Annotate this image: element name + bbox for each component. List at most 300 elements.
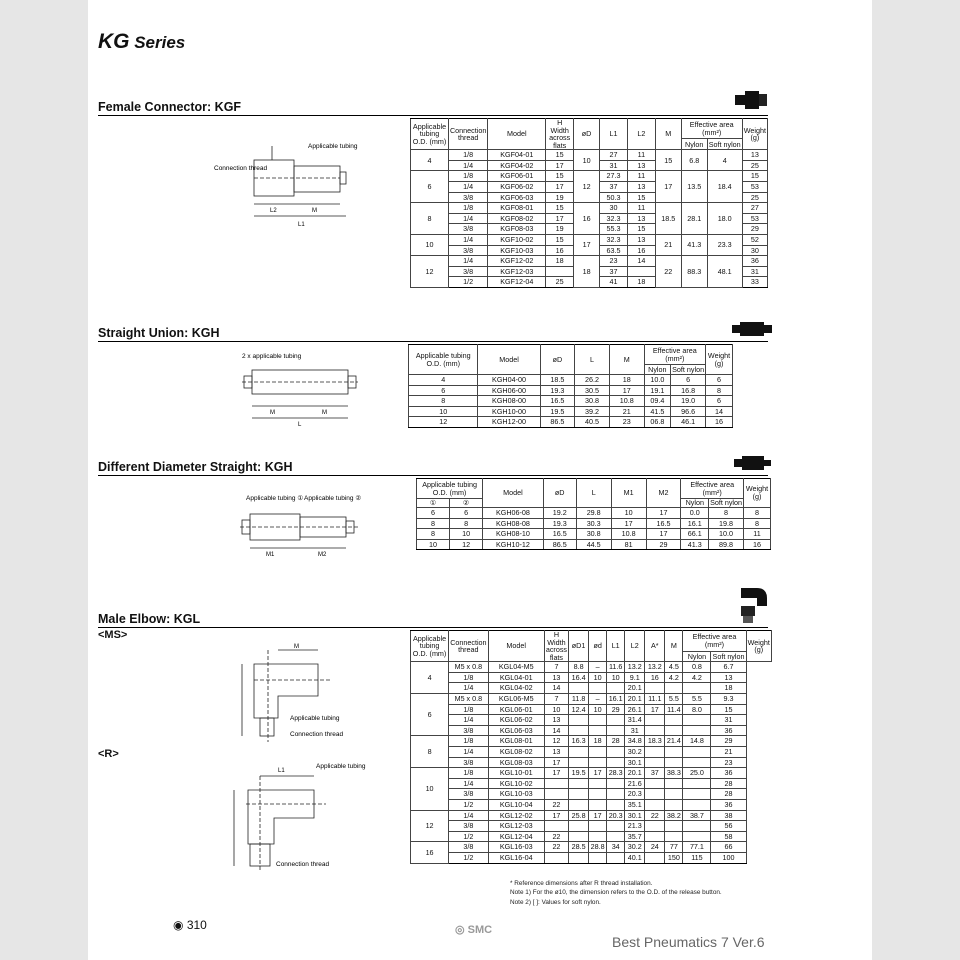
col-model: Model (483, 479, 544, 508)
svg-text:M: M (312, 208, 317, 214)
table-cell (645, 757, 665, 768)
table-row (411, 799, 772, 810)
table-cell: 6 (671, 375, 706, 386)
table-cell: 11 (744, 529, 771, 540)
table-cell (589, 683, 607, 694)
table-cell (645, 821, 665, 832)
table-cell (589, 725, 607, 736)
section-title-kgf: Female Connector: KGF (98, 100, 242, 114)
table-cell: KGH04-00 (478, 375, 540, 386)
table-cell: 10 (607, 672, 625, 683)
table-cell: 3/8 (448, 245, 487, 256)
table-cell: 10 (589, 704, 607, 715)
col-weight: Weight (g) (742, 119, 767, 150)
table-cell: 27.3 (600, 171, 628, 182)
table-cell: KGH12-00 (478, 417, 540, 428)
table-cell: 16.4 (569, 672, 589, 683)
table-cell: 5.5 (665, 694, 683, 705)
table-cell: KGF08-02 (488, 213, 546, 224)
table-cell: 12 (574, 171, 600, 203)
kgl-r-dimension-drawing (218, 760, 366, 872)
table-cell: 46.1 (671, 417, 706, 428)
col-area-soft: Soft nylon (672, 364, 705, 374)
table-cell: 8 (744, 518, 771, 529)
table-cell: 18.5 (655, 203, 681, 235)
table-cell: 1/4 (449, 683, 489, 694)
col-thread: Connection thread (448, 119, 487, 150)
table-cell: 21 (655, 235, 681, 256)
table-cell: 27 (742, 203, 767, 214)
table-row (411, 736, 772, 747)
table-cell: 96.6 (671, 406, 706, 417)
table-cell (607, 725, 625, 736)
table-cell: 10.8 (611, 529, 646, 540)
table-cell: 18.4 (707, 171, 742, 203)
table-cell (645, 852, 665, 863)
table-cell: 30.2 (625, 842, 645, 853)
table-cell: 22 (544, 842, 568, 853)
table-cell (589, 799, 607, 810)
table-cell: 86.5 (543, 539, 576, 550)
table-cell: 7 (544, 694, 568, 705)
col-area-soft: Soft nylon (712, 651, 745, 661)
table-cell: 36 (711, 799, 746, 810)
table-cell: 11.1 (645, 694, 665, 705)
table-cell (665, 715, 683, 726)
col-model: Model (488, 631, 544, 662)
table-cell: 0.0 (681, 508, 709, 519)
col-a: A* (645, 631, 665, 662)
table-cell: KGF06-01 (488, 171, 546, 182)
table-cell: 10 (574, 150, 600, 171)
kgh-spec-table (408, 344, 733, 428)
table-cell: 8 (411, 736, 449, 768)
table-cell: 1/8 (449, 672, 489, 683)
table-cell: 17 (546, 182, 574, 193)
table-cell: 15 (546, 171, 574, 182)
table-cell (683, 799, 711, 810)
table-cell: 15 (711, 704, 746, 715)
table-cell: 77.1 (683, 842, 711, 853)
table-row (411, 694, 772, 705)
table-cell: 20.1 (625, 694, 645, 705)
page-number: ◉ 310 (173, 918, 207, 932)
table-cell: 13 (742, 150, 767, 161)
table-cell: KGH08-00 (478, 396, 540, 407)
reducer-union-icon (733, 455, 773, 471)
table-cell: 6 (411, 694, 449, 736)
col-l2: L2 (627, 119, 655, 150)
section-title-kgl: Male Elbow: KGL (98, 612, 201, 626)
table-cell: KGF04-01 (488, 150, 546, 161)
table-cell: M5 x 0.8 (449, 694, 489, 705)
table-cell: 15 (627, 192, 655, 203)
table-cell: 28.8 (589, 842, 607, 853)
col-od: øD (543, 479, 576, 508)
table-cell: 58 (711, 831, 746, 842)
table-cell: 10 (450, 529, 483, 540)
col-weight: Weight (g) (746, 631, 771, 662)
table-cell: 16 (744, 539, 771, 550)
col-l: L (575, 345, 610, 375)
table-cell: 26.2 (575, 375, 610, 386)
section-title-kgh-diff: Different Diameter Straight: KGH (98, 460, 293, 474)
table-cell (607, 757, 625, 768)
table-cell: 16.1 (607, 694, 625, 705)
table-row (411, 715, 772, 726)
table-cell (569, 725, 589, 736)
table-cell: 18 (589, 736, 607, 747)
footer-brand: Best Pneumatics 7 Ver.6 (612, 934, 765, 950)
table-cell: 10 (589, 672, 607, 683)
col-area: Effective area (mm²) (644, 345, 706, 365)
table-cell (683, 789, 711, 800)
col-od: øD (574, 119, 600, 150)
col-area-nylon: Nylon (681, 499, 709, 508)
table-cell (589, 821, 607, 832)
table-cell: 30.1 (625, 757, 645, 768)
table-cell: 13.5 (681, 171, 707, 203)
svg-text:M: M (270, 410, 275, 416)
note-line: Note 1) For the ø10, the dimension refers to the O.D. of the release button. (510, 889, 722, 897)
table-row (411, 747, 772, 758)
table-cell: 31.4 (625, 715, 645, 726)
table-cell: 66 (711, 842, 746, 853)
table-row (409, 375, 733, 386)
sub-label-ms: <MS> (98, 629, 128, 641)
table-cell: 8 (417, 529, 450, 540)
table-cell (645, 683, 665, 694)
table-cell: KGH06-08 (483, 508, 544, 519)
table-cell: 16.5 (543, 529, 576, 540)
table-cell: 1/4 (449, 810, 489, 821)
svg-text:M: M (294, 644, 299, 650)
table-cell: 16 (645, 672, 665, 683)
svg-text:L2: L2 (270, 208, 277, 214)
table-cell: 4 (411, 662, 449, 694)
table-cell: 36 (742, 256, 767, 267)
table-cell (665, 747, 683, 758)
table-cell: KGL12-04 (488, 831, 544, 842)
table-cell: KGL10-02 (488, 778, 544, 789)
table-cell: 41.3 (681, 539, 709, 550)
table-cell (569, 821, 589, 832)
table-cell: 8.0 (683, 704, 711, 715)
table-row (411, 235, 768, 246)
table-cell: 7 (544, 662, 568, 673)
table-cell: 21.6 (625, 778, 645, 789)
table-row (411, 725, 772, 736)
table-cell (569, 757, 589, 768)
col-tubing-1: ① (417, 499, 450, 508)
table-cell (589, 831, 607, 842)
table-cell: 14 (627, 256, 655, 267)
table-cell: 29.8 (576, 508, 611, 519)
table-row (411, 171, 768, 182)
table-cell (607, 799, 625, 810)
table-cell: 32.3 (600, 235, 628, 246)
table-cell: 36 (711, 725, 746, 736)
table-cell: 23.3 (707, 235, 742, 256)
kgl-r-label-tubing: Applicable tubing (316, 763, 366, 770)
table-cell: 25 (742, 160, 767, 171)
table-cell: 77 (665, 842, 683, 853)
kgh-diff-label-tubing2: Applicable tubing ② (304, 495, 362, 502)
table-cell: KGL08-01 (488, 736, 544, 747)
male-elbow-icon (737, 580, 771, 624)
table-cell: 52 (742, 235, 767, 246)
table-cell: 40.5 (575, 417, 610, 428)
table-row (411, 683, 772, 694)
table-cell: 32.3 (600, 213, 628, 224)
table-cell: 48.1 (707, 256, 742, 288)
table-cell: 14 (706, 406, 733, 417)
table-cell: 37 (600, 266, 628, 277)
table-cell: 1/4 (448, 256, 487, 267)
table-cell: 34 (607, 842, 625, 853)
col-area: Effective area (mm²) (681, 479, 744, 499)
table-cell: 8.8 (569, 662, 589, 673)
table-cell: 12 (409, 417, 478, 428)
table-cell: 16 (706, 417, 733, 428)
table-cell: KGH10-12 (483, 539, 544, 550)
table-cell: 6 (706, 375, 733, 386)
kgh-diff-spec-table (416, 478, 771, 550)
table-cell (683, 747, 711, 758)
col-width: H Width across flats (546, 119, 574, 150)
female-connector-icon (733, 89, 769, 111)
table-cell (683, 757, 711, 768)
table-cell: KGF10-02 (488, 235, 546, 246)
table-cell: KGL10-01 (488, 768, 544, 779)
table-cell: 33 (742, 277, 767, 288)
table-cell: 17 (544, 768, 568, 779)
table-row (417, 518, 771, 529)
table-cell: 28.5 (569, 842, 589, 853)
table-cell: 9.1 (625, 672, 645, 683)
table-row (409, 396, 733, 407)
table-cell: 31 (600, 160, 628, 171)
table-cell: 38.2 (665, 810, 683, 821)
table-cell: 150 (665, 852, 683, 863)
table-cell: 17 (655, 171, 681, 203)
table-cell: 34.8 (625, 736, 645, 747)
table-row (411, 778, 772, 789)
table-cell: 15 (546, 150, 574, 161)
table-cell: KGL04-01 (488, 672, 544, 683)
table-cell: 19.8 (709, 518, 744, 529)
table-cell: KGL16-03 (488, 842, 544, 853)
col-model: Model (478, 345, 540, 375)
table-cell (645, 715, 665, 726)
table-cell: 18 (711, 683, 746, 694)
table-cell: 25 (546, 277, 574, 288)
col-tubing: Applicable tubing O.D. (mm) (417, 479, 483, 499)
table-cell: 10 (611, 508, 646, 519)
table-cell (645, 747, 665, 758)
table-cell: 4.2 (683, 672, 711, 683)
table-cell: 17 (609, 385, 644, 396)
table-row (411, 672, 772, 683)
table-cell: 41.5 (644, 406, 671, 417)
col-m: M (609, 345, 644, 375)
table-cell: 15 (546, 203, 574, 214)
table-cell: 8 (709, 508, 744, 519)
table-cell (569, 683, 589, 694)
table-cell: 17 (611, 518, 646, 529)
table-cell: 38.3 (665, 768, 683, 779)
table-cell: 1/8 (449, 704, 489, 715)
table-cell (607, 831, 625, 842)
table-cell: 1/2 (449, 799, 489, 810)
table-cell (569, 747, 589, 758)
col-m: M (655, 119, 681, 150)
table-cell: 20.3 (607, 810, 625, 821)
col-area-nylon: Nylon (683, 651, 711, 661)
table-cell: 41 (600, 277, 628, 288)
table-cell: 19.3 (540, 385, 575, 396)
table-cell: 29 (646, 539, 681, 550)
table-cell: 17 (589, 768, 607, 779)
table-cell: 19 (546, 192, 574, 203)
table-cell (607, 683, 625, 694)
table-cell: – (589, 694, 607, 705)
table-cell: 6 (409, 385, 478, 396)
table-cell: 35.1 (625, 799, 645, 810)
table-cell: 29 (742, 224, 767, 235)
table-cell: 0.8 (683, 662, 711, 673)
section-rule (98, 115, 768, 116)
table-cell: 8 (417, 518, 450, 529)
table-cell: 30.5 (575, 385, 610, 396)
svg-text:M1: M1 (266, 552, 275, 558)
table-cell: KGF12-03 (488, 266, 546, 277)
table-cell: 15 (627, 224, 655, 235)
table-row (417, 508, 771, 519)
table-cell: 12 (411, 256, 449, 288)
table-cell: KGL06-M5 (488, 694, 544, 705)
table-cell: 3/8 (449, 789, 489, 800)
table-cell: 19.5 (540, 406, 575, 417)
table-cell: 35.7 (625, 831, 645, 842)
table-cell: 14 (544, 683, 568, 694)
table-cell: 18 (627, 277, 655, 288)
table-cell (627, 266, 655, 277)
table-cell: 8 (706, 385, 733, 396)
col-weight: Weight (g) (744, 479, 771, 508)
table-cell (589, 852, 607, 863)
table-cell: 15 (655, 150, 681, 171)
table-cell: 10.0 (709, 529, 744, 540)
table-cell: 10 (409, 406, 478, 417)
table-cell: 23 (600, 256, 628, 267)
col-tubing: Applicable tubing O.D. (mm) (409, 345, 478, 375)
table-cell: 44.5 (576, 539, 611, 550)
col-od1: øD1 (569, 631, 589, 662)
table-cell: 18.5 (540, 375, 575, 386)
table-cell (546, 266, 574, 277)
table-cell: 17 (646, 529, 681, 540)
table-cell: 13 (711, 672, 746, 683)
table-cell: 21.3 (625, 821, 645, 832)
table-cell: 63.5 (600, 245, 628, 256)
col-tubing: Applicable tubing O.D. (mm) (411, 631, 449, 662)
table-cell: KGL16-04 (488, 852, 544, 863)
table-cell: 11 (627, 203, 655, 214)
table-cell (607, 789, 625, 800)
table-cell: 16 (411, 842, 449, 863)
table-cell (645, 799, 665, 810)
table-cell: 31 (742, 266, 767, 277)
table-cell (665, 799, 683, 810)
table-cell: 28 (607, 736, 625, 747)
table-cell: KGF10-03 (488, 245, 546, 256)
table-cell: 16.1 (681, 518, 709, 529)
col-l1: L1 (607, 631, 625, 662)
table-cell (607, 715, 625, 726)
table-cell: 21.4 (665, 736, 683, 747)
table-cell: KGL08-02 (488, 747, 544, 758)
kgl-r-label-thread: Connection thread (276, 861, 330, 868)
table-cell: KGH06-00 (478, 385, 540, 396)
table-cell: 36 (711, 768, 746, 779)
table-cell (683, 778, 711, 789)
table-cell: 30 (742, 245, 767, 256)
table-cell: KGF12-04 (488, 277, 546, 288)
table-row (411, 768, 772, 779)
table-cell: 8 (450, 518, 483, 529)
note-line: Note 2) [ ]: Values for soft nylon. (510, 898, 601, 906)
table-cell (589, 789, 607, 800)
table-cell: 38 (711, 810, 746, 821)
kgh-diff-dimension-drawing (232, 490, 372, 562)
table-cell: KGL10-04 (488, 799, 544, 810)
table-cell: 20.1 (625, 768, 645, 779)
col-m: M (665, 631, 683, 662)
table-cell: 50.3 (600, 192, 628, 203)
table-cell: 3/8 (448, 192, 487, 203)
table-cell: 09.4 (644, 396, 671, 407)
table-cell: KGF04-02 (488, 160, 546, 171)
table-row (411, 789, 772, 800)
table-cell: 17 (589, 810, 607, 821)
col-weight: Weight (g) (706, 345, 733, 375)
kgf-label-thread: Connection thread (214, 165, 268, 172)
table-cell: 06.8 (644, 417, 671, 428)
table-cell: 9.3 (711, 694, 746, 705)
table-cell: 28.3 (607, 768, 625, 779)
table-cell: 1/4 (448, 182, 487, 193)
table-cell: M5 x 0.8 (449, 662, 489, 673)
table-cell (645, 831, 665, 842)
table-cell: 4.5 (665, 662, 683, 673)
table-cell (589, 715, 607, 726)
table-cell: 1/2 (449, 852, 489, 863)
table-cell (607, 778, 625, 789)
table-cell (607, 821, 625, 832)
table-cell (569, 831, 589, 842)
table-cell: 8 (411, 203, 449, 235)
table-cell: 1/8 (449, 768, 489, 779)
table-cell: 3/8 (449, 725, 489, 736)
table-cell: 18 (546, 256, 574, 267)
table-cell: 16 (574, 203, 600, 235)
table-cell: 21 (609, 406, 644, 417)
table-cell: 31 (625, 725, 645, 736)
table-cell: 17 (544, 810, 568, 821)
table-row (411, 704, 772, 715)
table-cell: 26.1 (625, 704, 645, 715)
